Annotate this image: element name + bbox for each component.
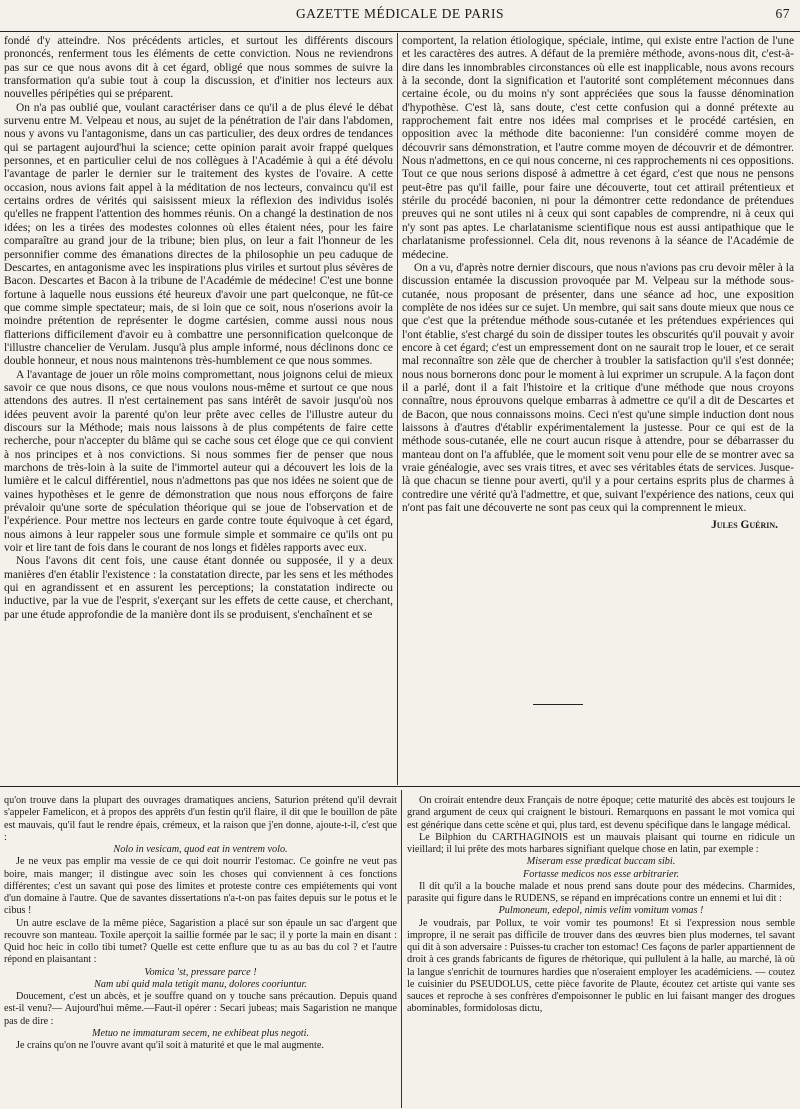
column-divider-bottom — [401, 790, 402, 1108]
latin-quote: Vomica 'st, pressare parce ! — [144, 966, 257, 978]
page-number: 67 — [775, 6, 790, 21]
latin-quote: Fortasse medicos nos esse arbitrarier. — [523, 868, 679, 880]
paragraph: Un autre esclave de la même pièce, Sagaristion a placé sur son épaule un sac d'argent que recouvre son manteau. Toxile aperçoit la saillie formée par le sac; il y porte la main en disant : Quid hoc heic in collo tibi tumet? Quelle est cette enflure que tu as au bas du col ? et l'autre répond en plaisantant : — [4, 917, 397, 966]
latin-quote: Miseram esse prædicat buccam sibi. — [526, 856, 676, 868]
latin-quote: Metuo ne immaturam secem, ne exhibeat plus negoti. — [92, 1027, 309, 1039]
journal-title: GAZETTE MÉDICALE DE PARIS — [295, 6, 505, 21]
paragraph: qu'on trouve dans la plupart des ouvrages dramatiques anciens, Saturion prétend qu'il devrait s'appeler Famelicon, et à propos des apprêts d'un festin qu'il flaire, il dit que le bouillon de pâte est mauvais, qu'il faut le rendre épais, crémeux, et la raison que j'en donne, ajoute-t-il, c'est que : — [4, 795, 397, 843]
latin-quote: Nam ubi quid mala tetigit manu, dolores cooriuntur. — [94, 978, 307, 990]
paragraph: A l'avantage de jouer un rôle moins compromettant, nous joignons celui de mieux savoir ce que nous disons, ce que nous voulons nous-même et surtout ce que nous attendons des autres. Il n'est certainement pas sans intérêt de savoir jusqu'où nos idées peuvent avoir la parenté qu'on leur prête avec celles de l'illustre auteur du discours sur la Méthode; mais nous laissons à de plus compétents de faire cette recherche, pour n'accepter du blâme qui se cache sous cet éloge que ce qui convient à nos principes et à nos convictions. Si nous sommes fier de penser que nous marchons de très-loin à la suite de l'immortel auteur qui a découvert les lois de la lumière et le calcul différentiel, nous n'admettons pas que nos idées ne soient que de vaines hypothèses et le genre de démonstration que nous nous efforçons de faire prévaloir qu'une sorte de spéculation théorique qui se joue de l'observation et de l'expérience. Pour mettre nos lecteurs en garde contre toute équivoque à cet égard, nous aimons à leur rappeler sous une formule simple et sommaire ce qu'ils ont pu voir et lire tant de fois dans le courant de nos longs et fidèles rapports avec eux. — [4, 368, 393, 555]
article-end-rule — [533, 704, 583, 705]
paragraph: Doucement, c'est un abcès, et je souffre quand on y touche sans précaution. Depuis quand est-il venu?— Aujourd'hui même.—Faut-il opérer : Secari jubeas; mais Sagaristion ne manque pas de dire : — [4, 991, 397, 1027]
paragraph: Le Bilphion du CARTHAGINOIS est un mauvais plaisant qui tourne en ridicule un vieillard; il lui prête des mots harbares signifiant quelque chose en latin, par exemple : — [407, 831, 795, 855]
paragraph: On n'a pas oublié que, voulant caractériser dans ce qu'il a de plus élevé le débat survenu entre M. Velpeau et nous, au sujet de la pénétration de l'air dans l'abdomen, nous y avons vu l'antagonisme, dans un cas particulier, des deux ordres de tendances qui se partagent aujourd'hui la science; cette opinion parait avoir frappé quelques personnes, et en particulier celui de nos collègues à l'Académie à qui a été dévolu l'avantage de parler le dernier sur le traitement des kystes de l'ovaire. A cette occasion, nous avions fait appel à la méditation de nos lecteurs, convaincu qu'il est certains ordres de vérités qui saisissent mieux la réflexion des individus isolés qu'elles ne frappent l'attention des hommes réunis. On a changé la destination de nos idées; on les a tirées des modestes colonnes où elles étaient nées, pour les faire comparaître au grand jour de la tribune; bien plus, on leur a fait l'honneur de les personnifier comme des émanations directes de la philosophie un peu caduque de Descartes, en antagonisme avec les inspirations plus viriles et surtout plus sévères de Bacon. Descartes et Bacon à la tribune de l'Académie de médecine! C'est une bonne fortune à laquelle nous eussions été heureux d'avoir une part quelconque, ne fût-ce que comme simple spectateur; mais, de si loin que ce soit, nous n'oserions avoir la moindre prétention de représenter le dogme cartésien, comme aussi nous nous flatterions difficilement d'avoir eu à combattre une personnification quelconque de l'illustre chancelier de Verulam. Jusqu'à plus ample informé, nous déclinons donc ce double honneur, et nous nous maintenons très-humblement ce que nous sommes. — [4, 101, 393, 368]
article-column-right — [402, 35, 794, 675]
header-rule — [0, 31, 800, 32]
feuilleton-column-left — [4, 795, 397, 1107]
paragraph: Je ne veux pas emplir ma vessie de ce qui doit nourrir l'estomac. Ce goinfre ne veut pas boire, mais manger; il distingue avec soin les choses qui conviennent à ces fonctions différentes; c'est un savant qui pose des limites et proteste contre ces empiétements qui vont d'un domaine à l'autre. Que de savantes dissertations n'a-t-on pas faites depuis sur le potus et le cibus ! — [4, 856, 397, 917]
feuilleton-column-right — [407, 795, 795, 1107]
paragraph: comportent, la relation étiologique, spéciale, intime, qui existe entre l'action de l'une et les caractères des autres. A défaut de la première méthode, avons-nous dit, c'est-à-dire dans les innombrables circonstances où elle est inapplicable, nous avons recours à la seconde, dont la signification et l'autorité sont complétement méconnues dans certaine école, ou du moins n'y sont appréciées que sous la fausse dénomination d'hypothèse. C'est là, sans doute, c'est cette confusion qui a donné prétexte au rapprochement fait entre nos idées mal comprises et le procédé cartésien, en opposition avec la méthode dite baconienne: l'un considéré comme moyen de découvrir sans démonstration, et l'autre comme moyen de découvrir et de démontrer. Nous n'admettons, en ce qui nous concerne, ni ces rapprochements ni ces oppositions. Tout ce que nous serions disposé à admettre à cet égard, c'est que nous ne pensons peut-être pas qu'il faille, pour faire une découverte, tout cet attirail prétentieux et stérile du procédé baconien, ni pour la démontrer cette redondance de prétendues preuves qui ne sont utiles ni à ceux qui sont capables de comprendre, ni à ceux qui n'y sont pas aptes. Le charlatanisme scientifique nous est aussi antipathique que le charlatanisme professionnel. Cela dit, nous revenons à la séance de l'Académie de médecine. — [402, 35, 794, 261]
article-column-left — [4, 35, 393, 783]
latin-quote: Nolo in vesicam, quod eat in ventrem volo. — [113, 844, 288, 855]
paragraph: Je crains qu'on ne l'ouvre avant qu'il soit à maturité et que le mal augmente. — [16, 1040, 324, 1051]
latin-quote: Pulmoneum, edepol, nimis velim vomitum vomas ! — [498, 905, 704, 917]
paragraph: On croirait entendre deux Français de notre époque; cette maturité des abcès est toujours le grand argument de ceux qui craignent le bistouri. Remarquons en passant le mot vomica qui est générique dans cette scène et qui, plus tard, est devenu spécifique dans le langage médical. — [407, 795, 795, 831]
paragraph: Je voudrais, par Pollux, te voir vomir tes poumons! Et si l'expression nous semble impropre, il ne serait pas difficile de trouver dans des œuvres bien plus modernes, tel savant qui dit à son adversaire : Puisses-tu cracher ton estomac! Ces façons de parler appartiennent de droit à ces grands fabricants de figures de rhétorique, qui pullulent à la halle, au marché, là où la langue s'enrichit de tournures hardies que n'oseraient employer les académiciens. — coutez le cuisinier du PSEUDOLUS, cette pièce favorite de Plaute, écoutez cet artiste qui vante ses sauces et reproche à ses confrères d'empoisonner le public en lui faisant manger des drogues abominables, formidolosas dictu, — [407, 917, 795, 1015]
author-signature: Jules Guérin. — [711, 519, 778, 532]
paragraph: Il dit qu'il a la bouche malade et nous prend sans doute pour des médecins. Charmides, parasite qui figure dans le RUDENS, se répand en imprécations contre un ennemi et lui dit : — [407, 880, 795, 904]
section-divider-rule — [0, 786, 800, 787]
paragraph: Nous l'avons dit cent fois, une cause étant donnée ou supposée, il y a deux manières d'en établir l'existence : la constatation directe, par les sens et les méthodes qui en agrandissent et en assurent les perceptions; la constatation indirecte ou inductive, par la vue de l'esprit, s'exerçant sur les effets de cette cause, et cherchant, par une étude approfondie de la manière dont ils se produisent, s'enchaînent et se — [4, 555, 393, 621]
column-divider-top — [397, 33, 398, 785]
page-header — [0, 6, 800, 28]
paragraph: On a vu, d'après notre dernier discours, que nous n'avions pas cru devoir mêler à la discussion entamée la discussion provoquée par M. Velpeau sur la méthode sous-cutanée, nous proposant de présenter, dans une séance ad hoc, une exposition complète de nos idées sur ce sujet. Un membre, qui sait sans doute mieux que nous ce que c'est que la prétendue méthode sous-cutanée et les prétendues expériences qui l'ont établie, s'est chargé du soin de dissiper toutes les obscurités qu'il pouvait y avoir encore à cet égard; c'est un empressement dont on ne saurait trop le louer, et ce serait mal reconnaître son zèle que de chercher à troubler la satisfaction qu'il s'est donnée; nous nous bornerons donc pour le moment à lui exprimer un scrupule. A la façon dont il a parlé, dont il a fait l'histoire et la critique d'une méthode que nous croyons connaître, nous éprouvons quelque embarras à admettre ce qu'il a dit de Descartes et de Bacon, que nous connaissons moins. Ceci n'est qu'une simple induction dont nous laissons à d'autres d'établir expérimentalement la justesse. Pour ce qui est de la méthode sous-cutanée, elle ne court aucun risque à attendre, pour se débarrasser du manteau dont on l'a affublée, que le moment soit venu pour elle de se montrer avec sa vraie généalogie, avec ses vrais titres, et avec ses véritables états de services. Jusque-là que chacun se tienne pour averti, qu'il y a pour certains esprits plus de charmes à contredire une vérité qu'à l'admettre, et que, suivant l'expérience des nations, ceux qui n'ont pas fait une découverte ne sont pas ceux qui la comprennent le mieux. — [402, 261, 794, 515]
paragraph: fondé d'y atteindre. Nos précédents articles, et surtout les différents discours prononcés, renferment tous les éléments de cette conviction. Nous ne reviendrons pas sur ce que nous avons dit à cet égard, obligé que nous sommes de suivre la transformation qu'a subie tout à coup la discussion, et d'initier nos lecteurs aux nouvelles péripéties qui se préparent. — [4, 35, 393, 101]
